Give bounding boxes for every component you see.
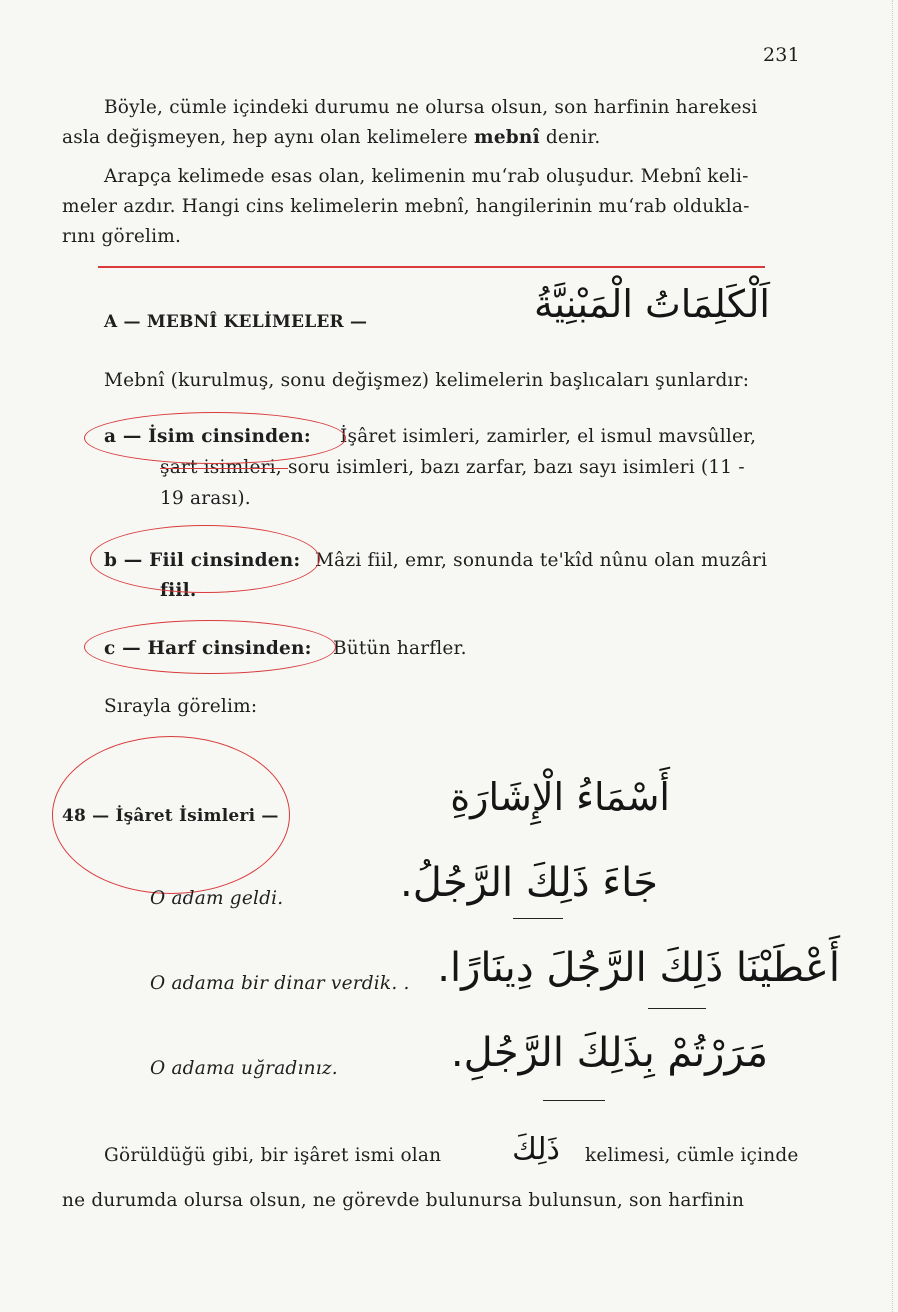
intro-line-4: meler azdır. Hangi cins kelimelerin mebnî, hangilerinin mu‘rab oldukla- — [62, 196, 750, 217]
item-c-text-1: Bütün harfler. — [333, 638, 467, 659]
intro-line-5: rını görelim. — [62, 226, 182, 247]
mebni-intro-line: Mebnî (kurulmuş, sonu değişmez) kelimelerin başlıcaları şunlardır: — [104, 370, 750, 391]
section-48-heading: 48 — İşâret İsimleri — — [62, 806, 279, 826]
closing-line-2: ne durumda olursa olsun, ne görevde bulunursa bulunsun, son harfinin — [62, 1190, 745, 1211]
intro-line-2-text: asla değişmeyen, hep aynı olan kelimelere — [62, 127, 475, 148]
example-2-tr: O adama bir dinar verdik. . — [150, 973, 410, 994]
section-a-heading: A — MEBNÎ KELİMELER — — [104, 312, 368, 332]
example-2-underline — [648, 1008, 706, 1009]
item-b-label: b — Fiil cinsinden: — [104, 550, 301, 571]
item-a-text-1: İşâret isimleri, zamirler, el ismul mavsûller, — [340, 426, 757, 447]
intro-line-2 — [62, 127, 600, 148]
example-3-tr: O adama uğradınız. — [150, 1058, 338, 1079]
intro-line-3: Arapça kelimede esas olan, kelimenin mu‘rab oluşudur. Mebnî keli- — [104, 166, 749, 187]
term-mebni: mebnî — [474, 127, 540, 148]
item-a-text-2: şart isimleri, soru isimleri, bazı zarfar, bazı sayı isimleri (11 - — [160, 457, 745, 478]
annotation-circle-a — [84, 412, 346, 464]
annotation-circle-b — [90, 525, 320, 593]
example-2-ar: أَعْطَيْنَا ذَلِكَ الرَّجُلَ دِينَارًا. — [437, 945, 840, 991]
closing-line-1-end: kelimesi, cümle içinde — [585, 1145, 799, 1166]
section-48-arabic: أَسْمَاءُ الْإِشَارَةِ — [450, 775, 670, 819]
item-a-label: a — İsim cinsinden: — [104, 426, 311, 447]
annotation-divider-line — [98, 266, 765, 268]
example-3-ar: مَرَرْتُمْ بِذَلِكَ الرَّجُلِ. — [450, 1030, 768, 1076]
annotation-circle-c — [84, 620, 336, 674]
item-a-text-3: 19 arası). — [160, 488, 251, 509]
page-edge — [892, 0, 894, 1312]
item-b-text-1: Mâzi fiil, emr, sonunda te'kîd nûnu olan muzâri — [315, 550, 768, 571]
intro-line-1: Böyle, cümle içindeki durumu ne olursa olsun, son harfinin harekesi — [104, 97, 758, 118]
section-a-arabic: اَلْكَلِمَاتُ الْمَبْنِيَّةُ — [534, 282, 770, 326]
example-3-underline — [543, 1100, 605, 1101]
example-1-tr: O adam geldi. — [150, 888, 284, 909]
annotation-circle-48 — [52, 736, 290, 894]
page-number: 231 — [763, 44, 800, 66]
example-1-ar: جَاءَ ذَلِكَ الرَّجُلُ. — [400, 860, 658, 906]
closing-arabic-word: ذَلِكَ — [512, 1132, 560, 1167]
annotation-strike-line — [160, 468, 288, 469]
sirayla-line: Sırayla görelim: — [104, 696, 258, 717]
example-1-underline — [513, 918, 563, 919]
intro-line-2-end: denir. — [539, 127, 601, 148]
item-c-label: c — Harf cinsinden: — [104, 638, 312, 659]
closing-line-1-start: Görüldüğü gibi, bir işâret ismi olan — [104, 1145, 442, 1166]
item-b-text-2: fiil. — [160, 580, 197, 601]
